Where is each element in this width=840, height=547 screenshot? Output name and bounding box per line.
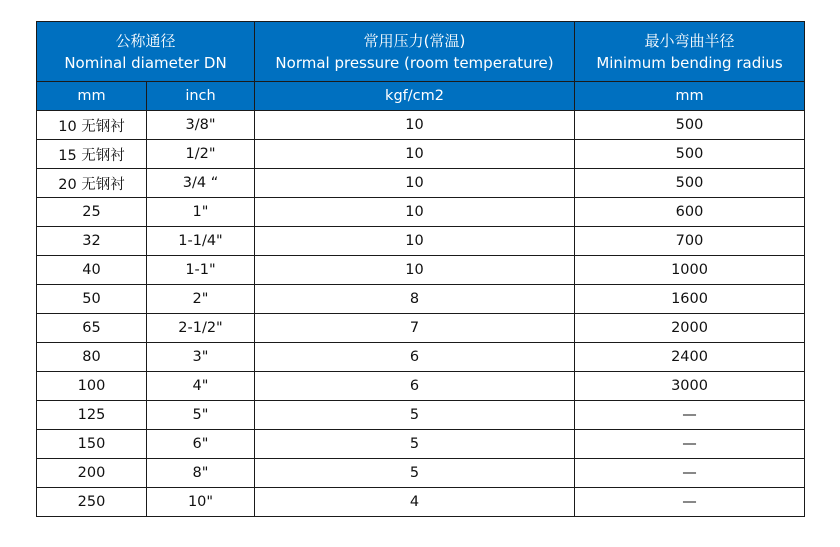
header-nominal-diameter-en: Nominal diameter DN	[64, 53, 227, 72]
cell-pressure: 6	[255, 343, 575, 372]
header-normal-pressure-en: Normal pressure (room temperature)	[275, 53, 554, 72]
table-row	[37, 430, 805, 459]
table-row	[37, 256, 805, 285]
cell-pressure: 4	[255, 488, 575, 517]
cell-bend-radius: 1600	[575, 285, 805, 314]
header-bending-radius	[575, 22, 805, 82]
cell-dn-inch: 3"	[147, 343, 255, 372]
cell-dn-inch: 1"	[147, 198, 255, 227]
unit-radius: mm	[575, 82, 805, 111]
cell-dn-inch: 6"	[147, 430, 255, 459]
cell-bend-radius: —	[575, 459, 805, 488]
cell-pressure: 10	[255, 169, 575, 198]
header-normal-pressure	[255, 22, 575, 82]
header-normal-pressure-zh: 常用压力(常温)	[363, 31, 466, 50]
table-row	[37, 314, 805, 343]
table-row	[37, 401, 805, 430]
hose-spec-table	[36, 21, 805, 517]
cell-pressure: 7	[255, 314, 575, 343]
unit-mm: mm	[37, 82, 147, 111]
cell-pressure: 6	[255, 372, 575, 401]
cell-pressure: 8	[255, 285, 575, 314]
cell-pressure: 10	[255, 198, 575, 227]
cell-pressure: 5	[255, 430, 575, 459]
table-row	[37, 459, 805, 488]
cell-pressure: 10	[255, 111, 575, 140]
cell-bend-radius: 500	[575, 169, 805, 198]
cell-bend-radius: 700	[575, 227, 805, 256]
cell-dn-inch: 2"	[147, 285, 255, 314]
header-row	[37, 22, 805, 82]
unit-inch: inch	[147, 82, 255, 111]
cell-dn-inch: 3/8"	[147, 111, 255, 140]
cell-pressure: 5	[255, 459, 575, 488]
cell-dn-mm: 20 无钢衬	[37, 169, 147, 198]
cell-bend-radius: 2000	[575, 314, 805, 343]
table-row	[37, 227, 805, 256]
cell-dn-mm: 200	[37, 459, 147, 488]
cell-dn-inch: 1-1/4"	[147, 227, 255, 256]
cell-dn-inch: 10"	[147, 488, 255, 517]
cell-bend-radius: —	[575, 488, 805, 517]
cell-dn-mm: 250	[37, 488, 147, 517]
table-row	[37, 198, 805, 227]
cell-dn-inch: 2-1/2"	[147, 314, 255, 343]
cell-dn-inch: 5"	[147, 401, 255, 430]
table-row	[37, 285, 805, 314]
table-row	[37, 169, 805, 198]
cell-dn-mm: 125	[37, 401, 147, 430]
cell-dn-inch: 4"	[147, 372, 255, 401]
cell-bend-radius: 2400	[575, 343, 805, 372]
cell-dn-inch: 1/2"	[147, 140, 255, 169]
cell-dn-mm: 40	[37, 256, 147, 285]
cell-pressure: 10	[255, 227, 575, 256]
cell-dn-mm: 15 无钢衬	[37, 140, 147, 169]
header-bending-radius-en: Minimum bending radius	[596, 53, 783, 72]
cell-pressure: 10	[255, 140, 575, 169]
cell-dn-mm: 150	[37, 430, 147, 459]
cell-bend-radius: 3000	[575, 372, 805, 401]
table-row	[37, 111, 805, 140]
cell-dn-mm: 80	[37, 343, 147, 372]
cell-bend-radius: 500	[575, 111, 805, 140]
cell-bend-radius: 1000	[575, 256, 805, 285]
cell-dn-mm: 65	[37, 314, 147, 343]
header-bending-radius-zh: 最小弯曲半径	[644, 31, 735, 50]
table-row	[37, 140, 805, 169]
cell-bend-radius: —	[575, 430, 805, 459]
cell-dn-mm: 100	[37, 372, 147, 401]
table-body	[37, 111, 805, 517]
cell-bend-radius: —	[575, 401, 805, 430]
cell-dn-mm: 10 无钢衬	[37, 111, 147, 140]
unit-pressure: kgf/cm2	[255, 82, 575, 111]
units-row	[37, 82, 805, 111]
table-row	[37, 343, 805, 372]
cell-bend-radius: 500	[575, 140, 805, 169]
table-row	[37, 372, 805, 401]
cell-dn-inch: 3/4 “	[147, 169, 255, 198]
header-nominal-diameter-zh: 公称通径	[115, 31, 176, 50]
cell-dn-inch: 8"	[147, 459, 255, 488]
header-nominal-diameter	[37, 22, 255, 82]
table-row	[37, 488, 805, 517]
cell-dn-mm: 25	[37, 198, 147, 227]
cell-pressure: 5	[255, 401, 575, 430]
cell-dn-inch: 1-1"	[147, 256, 255, 285]
cell-dn-mm: 50	[37, 285, 147, 314]
cell-bend-radius: 600	[575, 198, 805, 227]
cell-pressure: 10	[255, 256, 575, 285]
cell-dn-mm: 32	[37, 227, 147, 256]
